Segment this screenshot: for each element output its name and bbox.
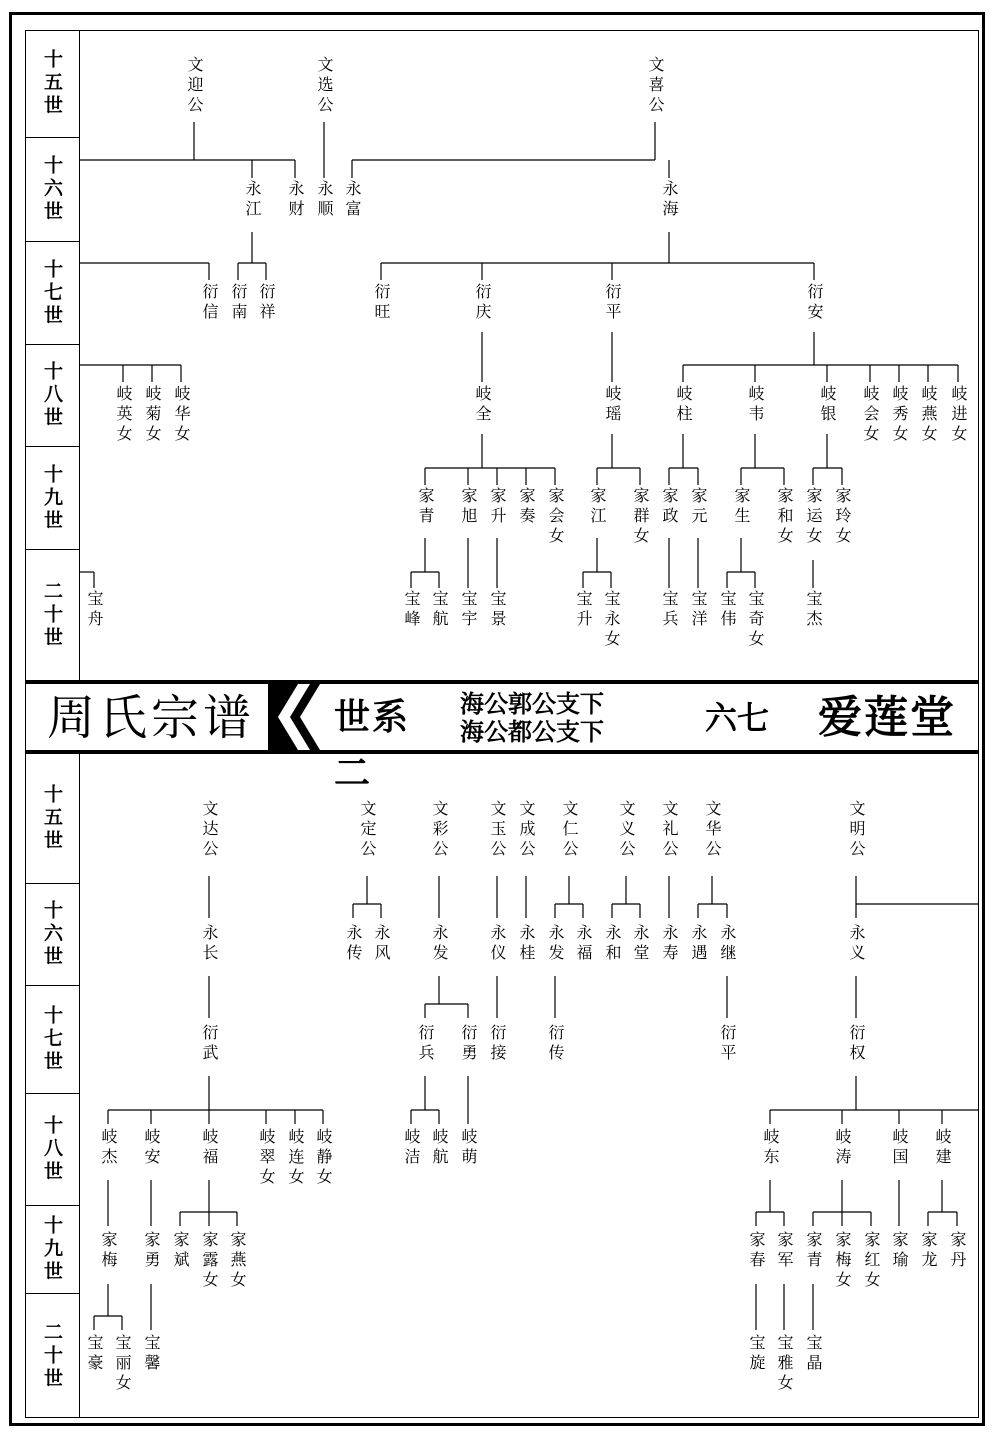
person: 文义公 bbox=[617, 800, 636, 860]
gen-20-label: 二十世 bbox=[41, 580, 63, 650]
person: 家奏 bbox=[517, 487, 536, 527]
person: 家丹 bbox=[948, 1231, 967, 1271]
gen-15-label: 十五世 bbox=[41, 49, 63, 118]
person: 永风 bbox=[372, 924, 391, 964]
person: 岐英女 bbox=[114, 385, 133, 445]
person: 岐东 bbox=[761, 1128, 780, 1168]
book-title: 周氏宗谱 bbox=[46, 690, 255, 746]
person: 岐建 bbox=[933, 1128, 952, 1168]
person: 永财 bbox=[286, 180, 305, 220]
person: 岐进女 bbox=[949, 385, 968, 445]
section-label: 世系二 bbox=[334, 697, 411, 794]
person: 家红女 bbox=[862, 1231, 881, 1291]
person: 宝洋 bbox=[689, 590, 708, 630]
person: 永义 bbox=[847, 924, 866, 964]
branch-line-1: 海公郭公支下 bbox=[460, 690, 604, 718]
person: 岐萌 bbox=[459, 1128, 478, 1168]
person: 永传 bbox=[344, 924, 363, 964]
person: 家群女 bbox=[631, 487, 650, 547]
person: 宝晶 bbox=[804, 1334, 823, 1374]
page-number: 六七 bbox=[705, 699, 770, 737]
person: 家军 bbox=[775, 1231, 794, 1271]
person: 永江 bbox=[243, 180, 262, 220]
person: 岐柱 bbox=[674, 385, 693, 425]
person: 衍平 bbox=[603, 283, 622, 323]
person: 衍安 bbox=[805, 283, 824, 323]
person: 岐韦 bbox=[746, 385, 765, 425]
person: 衍武 bbox=[200, 1024, 219, 1064]
person: 宝豪 bbox=[85, 1334, 104, 1374]
person: 家江 bbox=[588, 487, 607, 527]
person: 岐洁 bbox=[402, 1128, 421, 1168]
person: 家玲女 bbox=[833, 487, 852, 547]
person: 岐杰 bbox=[99, 1128, 118, 1168]
person: 永海 bbox=[660, 180, 679, 220]
person: 宝雅女 bbox=[775, 1334, 794, 1394]
person: 岐航 bbox=[430, 1128, 449, 1168]
person: 宝升 bbox=[574, 590, 593, 630]
person: 衍平 bbox=[718, 1024, 737, 1064]
person: 衍权 bbox=[847, 1024, 866, 1064]
person: 衍庆 bbox=[473, 283, 492, 323]
person: 家梅女 bbox=[833, 1231, 852, 1291]
person: 永富 bbox=[343, 180, 362, 220]
person: 岐瑶 bbox=[603, 385, 622, 425]
person: 岐银 bbox=[818, 385, 837, 425]
gen-17-label: 十七世 bbox=[41, 1005, 63, 1074]
person: 岐秀女 bbox=[890, 385, 909, 445]
person: 岐连女 bbox=[286, 1128, 305, 1188]
person: 岐燕女 bbox=[919, 385, 938, 445]
branch-line-2: 海公都公支下 bbox=[460, 718, 604, 746]
person: 文仁公 bbox=[560, 800, 579, 860]
person: 文迎公 bbox=[185, 56, 204, 116]
person: 衍传 bbox=[546, 1024, 565, 1064]
person: 宝丽女 bbox=[113, 1334, 132, 1394]
person: 岐全 bbox=[473, 385, 492, 425]
person: 宝兵 bbox=[660, 590, 679, 630]
person: 永遇 bbox=[689, 924, 708, 964]
person: 宝宇 bbox=[459, 590, 478, 630]
person: 宝杰 bbox=[804, 590, 823, 630]
person: 岐静女 bbox=[314, 1128, 333, 1188]
person: 家升 bbox=[488, 487, 507, 527]
gen-20-label: 二十世 bbox=[41, 1321, 63, 1391]
person: 岐翠女 bbox=[257, 1128, 276, 1188]
person: 岐菊女 bbox=[143, 385, 162, 445]
person: 家勇 bbox=[142, 1231, 161, 1271]
person: 岐华女 bbox=[172, 385, 191, 445]
person: 岐国 bbox=[890, 1128, 909, 1168]
person: 家元 bbox=[689, 487, 708, 527]
person: 宝永女 bbox=[602, 590, 621, 650]
person: 宝伟 bbox=[718, 590, 737, 630]
person: 衍南 bbox=[229, 283, 248, 323]
person: 家和女 bbox=[775, 487, 794, 547]
person: 衍信 bbox=[200, 283, 219, 323]
person: 文成公 bbox=[517, 800, 536, 860]
gen-19-label: 十九世 bbox=[41, 463, 63, 533]
gen-16-label: 十六世 bbox=[41, 155, 63, 224]
gen-16-label: 十六世 bbox=[41, 900, 63, 969]
gen-15-label: 十五世 bbox=[41, 784, 63, 853]
person: 文华公 bbox=[703, 800, 722, 860]
person: 衍勇 bbox=[459, 1024, 478, 1064]
person: 文达公 bbox=[200, 800, 219, 860]
person: 家青 bbox=[416, 487, 435, 527]
hall-name: 爱莲堂 bbox=[818, 692, 956, 743]
person: 永发 bbox=[430, 924, 449, 964]
person: 家旭 bbox=[459, 487, 478, 527]
person: 岐会女 bbox=[861, 385, 880, 445]
person: 永顺 bbox=[315, 180, 334, 220]
person: 文玉公 bbox=[488, 800, 507, 860]
person: 永继 bbox=[718, 924, 737, 964]
person: 永寿 bbox=[660, 924, 679, 964]
gen-18-label: 十八世 bbox=[41, 361, 63, 430]
person: 家露女 bbox=[200, 1231, 219, 1291]
person: 家会女 bbox=[546, 487, 565, 547]
person: 宝景 bbox=[488, 590, 507, 630]
person: 岐安 bbox=[142, 1128, 161, 1168]
person: 衍接 bbox=[488, 1024, 507, 1064]
person: 永和 bbox=[603, 924, 622, 964]
person: 宝舟 bbox=[85, 590, 104, 630]
person: 衍兵 bbox=[416, 1024, 435, 1064]
person: 家燕女 bbox=[228, 1231, 247, 1291]
person: 宝航 bbox=[430, 590, 449, 630]
gen-17-label: 十七世 bbox=[41, 258, 63, 328]
person: 宝峰 bbox=[402, 590, 421, 630]
person: 永桂 bbox=[517, 924, 536, 964]
gen-19-label: 十九世 bbox=[41, 1215, 63, 1284]
person: 岐涛 bbox=[833, 1128, 852, 1168]
person: 家政 bbox=[660, 487, 679, 527]
person: 家瑜 bbox=[890, 1231, 909, 1271]
person: 家运女 bbox=[804, 487, 823, 547]
person: 家龙 bbox=[919, 1231, 938, 1271]
person: 家梅 bbox=[99, 1231, 118, 1271]
person: 宝旋 bbox=[747, 1334, 766, 1374]
person: 永发 bbox=[546, 924, 565, 964]
person: 文明公 bbox=[847, 800, 866, 860]
gen-18-label: 十八世 bbox=[41, 1115, 63, 1184]
person: 永福 bbox=[574, 924, 593, 964]
person: 衍祥 bbox=[257, 283, 276, 323]
person: 岐福 bbox=[200, 1128, 219, 1168]
person: 文喜公 bbox=[646, 56, 665, 116]
person: 文彩公 bbox=[430, 800, 449, 860]
person: 宝奇女 bbox=[746, 590, 765, 650]
person: 永仪 bbox=[488, 924, 507, 964]
person: 永长 bbox=[200, 924, 219, 964]
person: 文礼公 bbox=[660, 800, 679, 860]
person: 家青 bbox=[804, 1231, 823, 1271]
person: 文定公 bbox=[358, 800, 377, 860]
person: 永堂 bbox=[631, 924, 650, 964]
person: 家斌 bbox=[171, 1231, 190, 1271]
person: 文选公 bbox=[315, 56, 334, 116]
person: 家春 bbox=[747, 1231, 766, 1271]
person: 家生 bbox=[732, 487, 751, 527]
person: 衍旺 bbox=[372, 283, 391, 323]
person: 宝馨 bbox=[142, 1334, 161, 1374]
